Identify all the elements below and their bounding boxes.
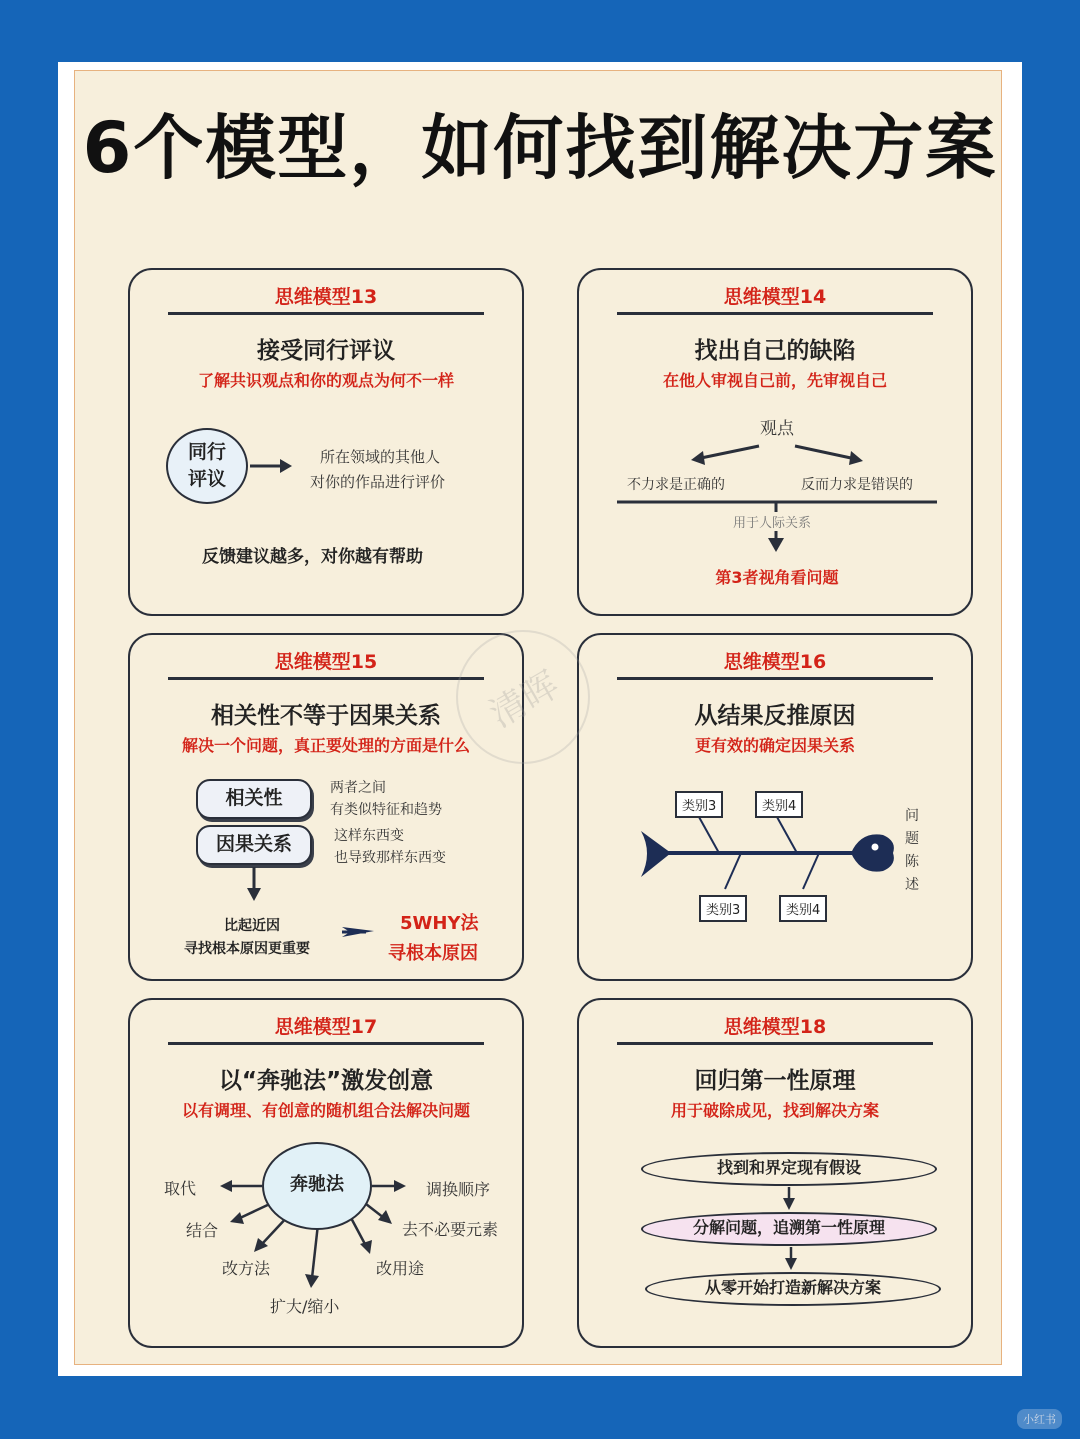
correlation-pill: 相关性 xyxy=(196,779,312,819)
correlation-desc-2: 有类似特征和趋势 xyxy=(330,802,442,818)
viewpoint-label: 观点 xyxy=(760,419,794,439)
step-arrows xyxy=(579,1000,975,1350)
card-model-16 xyxy=(577,633,973,981)
peer-desc-2: 对你的作品进行评价 xyxy=(310,473,446,491)
card-model-13 xyxy=(128,268,524,616)
card-subtitle: 解决一个问题，真正要处理的方面是什么 xyxy=(181,736,470,755)
category-bottom-1: 类别3 xyxy=(699,895,747,922)
correlation-desc-1: 两者之间 xyxy=(330,780,386,796)
watermark-stamp xyxy=(456,630,590,764)
scamper-magnify: 扩大/缩小 xyxy=(270,1297,340,1316)
card-tag: 思维模型18 xyxy=(723,1016,827,1038)
category-top-1: 类别3 xyxy=(675,791,723,818)
card-subtitle: 更有效的确定因果关系 xyxy=(694,736,855,755)
card-title: 相关性不等于因果关系 xyxy=(211,703,441,729)
card-title: 以“奔驰法”激发创意 xyxy=(218,1068,434,1094)
scamper-reorder: 调换顺序 xyxy=(426,1180,491,1199)
card-tag: 思维模型17 xyxy=(274,1016,378,1038)
card-model-18 xyxy=(577,998,973,1348)
card-subtitle: 在他人审视自己前，先审视自己 xyxy=(662,371,887,390)
five-why-desc: 寻根本原因 xyxy=(388,943,478,964)
corner-badge: 小红书 xyxy=(1017,1409,1062,1429)
category-top-2: 类别4 xyxy=(755,791,803,818)
scamper-eliminate: 去不必要元素 xyxy=(402,1220,499,1239)
problem-statement: 问 题 陈 述 xyxy=(905,808,919,893)
peer-desc-1: 所在领域的其他人 xyxy=(320,448,441,466)
five-why-label: 5WHY法 xyxy=(400,913,479,934)
category-bottom-2: 类别4 xyxy=(779,895,827,922)
right-option: 反而力求是错误的 xyxy=(801,477,913,493)
card-subtitle: 以有调理、有创意的随机组合法解决问题 xyxy=(181,1101,470,1120)
card-subtitle: 用于破除成见，找到解决方案 xyxy=(670,1101,879,1120)
card-title: 接受同行评议 xyxy=(257,338,395,364)
scamper-adapt: 改方法 xyxy=(222,1259,271,1278)
scamper-other-use: 改用途 xyxy=(376,1259,425,1278)
page-title: 6个模型，如何找到解决方案 xyxy=(82,107,998,189)
card-tag: 思维模型14 xyxy=(723,286,827,308)
card-conclusion: 反馈建议越多，对你越有帮助 xyxy=(202,547,423,567)
step-1-ellipse: 找到和界定现有假设 xyxy=(641,1152,937,1186)
root-cause-line-2: 寻找根本原因更重要 xyxy=(184,941,310,957)
circle-text-1: 同行 xyxy=(187,441,226,463)
usage-hint: 用于人际关系 xyxy=(733,512,811,531)
left-option: 不力求是正确的 xyxy=(627,477,725,493)
card-model-14 xyxy=(577,268,973,616)
card-subtitle: 了解共识观点和你的观点为何不一样 xyxy=(197,371,454,390)
card-conclusion: 第3者视角看问题 xyxy=(715,568,839,587)
scamper-combine: 结合 xyxy=(186,1221,219,1240)
step-3-ellipse: 从零开始打造新解决方案 xyxy=(645,1272,941,1306)
card-tag: 思维模型13 xyxy=(274,286,378,308)
causation-desc-1: 这样东西变 xyxy=(334,828,404,844)
step-2-ellipse: 分解问题，追溯第一性原理 xyxy=(641,1212,937,1246)
scamper-replace: 取代 xyxy=(164,1179,197,1198)
card-title: 从结果反推原因 xyxy=(694,703,856,729)
card-model-17 xyxy=(128,998,524,1348)
root-cause-line-1: 比起近因 xyxy=(224,918,280,934)
causation-pill: 因果关系 xyxy=(196,825,312,865)
circle-text-2: 评议 xyxy=(187,468,226,490)
card-title: 找出自己的缺陷 xyxy=(694,338,856,364)
scamper-center: 奔驰法 xyxy=(262,1142,372,1230)
causation-desc-2: 也导致那样东西变 xyxy=(334,850,446,866)
card-tag: 思维模型16 xyxy=(723,651,827,673)
card-tag: 思维模型15 xyxy=(274,651,378,673)
watermark-text: 清晖 xyxy=(483,664,566,736)
card-title: 回归第一性原理 xyxy=(694,1068,856,1094)
